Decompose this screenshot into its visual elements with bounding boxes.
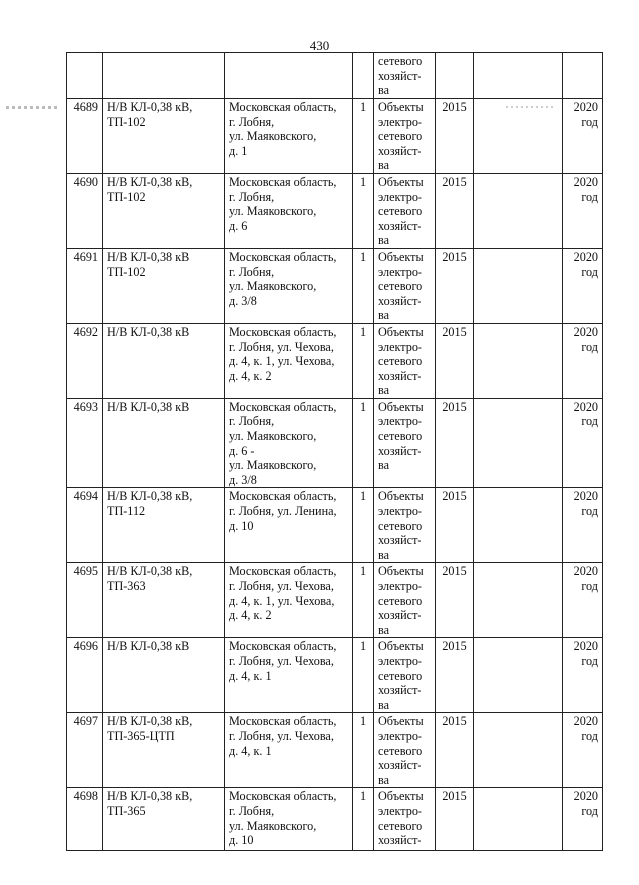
cell-year: 2015 bbox=[436, 99, 474, 174]
cell-term: 2020 год bbox=[563, 713, 603, 788]
cell-term: 2020 год bbox=[563, 99, 603, 174]
cell-year: 2015 bbox=[436, 788, 474, 851]
table-row bbox=[67, 99, 603, 174]
cell-empty bbox=[474, 788, 563, 851]
cell-object-type: Объекты электро- сетевого хозяйст- ва bbox=[374, 563, 436, 638]
cell-address: Московская область, г. Лобня, ул. Чехова, д. 4, к. 1 bbox=[225, 713, 353, 788]
cell-qty: 1 bbox=[353, 788, 374, 851]
cell-num: 4695 bbox=[67, 563, 103, 638]
cell-address bbox=[225, 53, 353, 99]
cell-name: Н/В КЛ-0,38 кВ bbox=[103, 398, 225, 488]
cell-qty: 1 bbox=[353, 173, 374, 248]
cell-empty bbox=[474, 713, 563, 788]
cell-qty: 1 bbox=[353, 323, 374, 398]
cell-term: 2020 год bbox=[563, 788, 603, 851]
cell-object-type: Объекты электро- сетевого хозяйст- ва bbox=[374, 99, 436, 174]
cell-object-type: Объекты электро- сетевого хозяйст- bbox=[374, 788, 436, 851]
table-row bbox=[67, 248, 603, 323]
table-row bbox=[67, 788, 603, 851]
cell-year: 2015 bbox=[436, 638, 474, 713]
cell-empty bbox=[474, 638, 563, 713]
cell-object-type: Объекты электро- сетевого хозяйст- ва bbox=[374, 488, 436, 563]
cell-empty bbox=[474, 563, 563, 638]
cell-qty bbox=[353, 53, 374, 99]
cell-num: 4694 bbox=[67, 488, 103, 563]
cell-object-type: Объекты электро- сетевого хозяйст- ва bbox=[374, 638, 436, 713]
cell-num: 4691 bbox=[67, 248, 103, 323]
table-row bbox=[67, 323, 603, 398]
table-row bbox=[67, 173, 603, 248]
cell-name: Н/В КЛ-0,38 кВ, ТП-365-ЦТП bbox=[103, 713, 225, 788]
page-number: 430 bbox=[309, 38, 330, 53]
cell-address: Московская область, г. Лобня, ул. Чехова, д. 4, к. 1, ул. Чехова, д. 4, к. 2 bbox=[225, 323, 353, 398]
cell-object-type: Объекты электро- сетевого хозяйст- ва bbox=[374, 248, 436, 323]
cell-term: 2020 год bbox=[563, 488, 603, 563]
cell-empty bbox=[474, 173, 563, 248]
cell-year: 2015 bbox=[436, 398, 474, 488]
cell-term: 2020 год bbox=[563, 563, 603, 638]
cell-name: Н/В КЛ-0,38 кВ, ТП-102 bbox=[103, 99, 225, 174]
cell-qty: 1 bbox=[353, 248, 374, 323]
cell-address: Московская область, г. Лобня, ул. Ленина, д. 10 bbox=[225, 488, 353, 563]
cell-num: 4692 bbox=[67, 323, 103, 398]
cell-qty: 1 bbox=[353, 99, 374, 174]
scan-artifact bbox=[6, 106, 58, 109]
cell-term: 2020 год bbox=[563, 638, 603, 713]
cell-num: 4696 bbox=[67, 638, 103, 713]
cell-empty bbox=[474, 488, 563, 563]
cell-empty bbox=[474, 99, 563, 174]
cell-name: Н/В КЛ-0,38 кВ, ТП-363 bbox=[103, 563, 225, 638]
table-row bbox=[67, 398, 603, 488]
property-register-table bbox=[66, 52, 603, 851]
cell-year bbox=[436, 53, 474, 99]
cell-year: 2015 bbox=[436, 563, 474, 638]
cell-name: Н/В КЛ-0,38 кВ bbox=[103, 638, 225, 713]
cell-empty bbox=[474, 53, 563, 99]
cell-object-type: Объекты электро- сетевого хозяйст- ва bbox=[374, 398, 436, 488]
table-row bbox=[67, 638, 603, 713]
cell-term: 2020 год bbox=[563, 248, 603, 323]
cell-term: 2020 год bbox=[563, 173, 603, 248]
cell-qty: 1 bbox=[353, 713, 374, 788]
cell-num bbox=[67, 53, 103, 99]
cell-name: Н/В КЛ-0,38 кВ ТП-102 bbox=[103, 248, 225, 323]
cell-address: Московская область, г. Лобня, ул. Маяковского, д. 10 bbox=[225, 788, 353, 851]
cell-address: Московская область, г. Лобня, ул. Маяковского, д. 6 - ул. Маяковского, д. 3/8 bbox=[225, 398, 353, 488]
cell-name bbox=[103, 53, 225, 99]
table-body bbox=[67, 53, 603, 851]
table-row bbox=[67, 488, 603, 563]
cell-name: Н/В КЛ-0,38 кВ, ТП-365 bbox=[103, 788, 225, 851]
cell-year: 2015 bbox=[436, 248, 474, 323]
cell-name: Н/В КЛ-0,38 кВ bbox=[103, 323, 225, 398]
cell-num: 4690 bbox=[67, 173, 103, 248]
cell-empty bbox=[474, 323, 563, 398]
cell-year: 2015 bbox=[436, 713, 474, 788]
cell-num: 4698 bbox=[67, 788, 103, 851]
cell-name: Н/В КЛ-0,38 кВ, ТП-102 bbox=[103, 173, 225, 248]
cell-qty: 1 bbox=[353, 488, 374, 563]
cell-address: Московская область, г. Лобня, ул. Маяковского, д. 1 bbox=[225, 99, 353, 174]
cell-year: 2015 bbox=[436, 173, 474, 248]
cell-year: 2015 bbox=[436, 488, 474, 563]
cell-object-type: сетевого хозяйст- ва bbox=[374, 53, 436, 99]
cell-empty bbox=[474, 398, 563, 488]
table-row bbox=[67, 563, 603, 638]
cell-num: 4697 bbox=[67, 713, 103, 788]
table-row bbox=[67, 713, 603, 788]
cell-name: Н/В КЛ-0,38 кВ, ТП-112 bbox=[103, 488, 225, 563]
cell-qty: 1 bbox=[353, 398, 374, 488]
cell-object-type: Объекты электро- сетевого хозяйст- ва bbox=[374, 173, 436, 248]
continuation-row bbox=[67, 53, 603, 99]
cell-empty bbox=[474, 248, 563, 323]
cell-qty: 1 bbox=[353, 563, 374, 638]
cell-term: 2020 год bbox=[563, 398, 603, 488]
cell-num: 4693 bbox=[67, 398, 103, 488]
cell-num: 4689 bbox=[67, 99, 103, 174]
cell-object-type: Объекты электро- сетевого хозяйст- ва bbox=[374, 713, 436, 788]
cell-qty: 1 bbox=[353, 638, 374, 713]
cell-term bbox=[563, 53, 603, 99]
cell-year: 2015 bbox=[436, 323, 474, 398]
cell-address: Московская область, г. Лобня, ул. Чехова, д. 4, к. 1, ул. Чехова, д. 4, к. 2 bbox=[225, 563, 353, 638]
cell-address: Московская область, г. Лобня, ул. Чехова, д. 4, к. 1 bbox=[225, 638, 353, 713]
cell-address: Московская область, г. Лобня, ул. Маяковского, д. 6 bbox=[225, 173, 353, 248]
cell-address: Московская область, г. Лобня, ул. Маяковского, д. 3/8 bbox=[225, 248, 353, 323]
cell-object-type: Объекты электро- сетевого хозяйст- ва bbox=[374, 323, 436, 398]
cell-term: 2020 год bbox=[563, 323, 603, 398]
